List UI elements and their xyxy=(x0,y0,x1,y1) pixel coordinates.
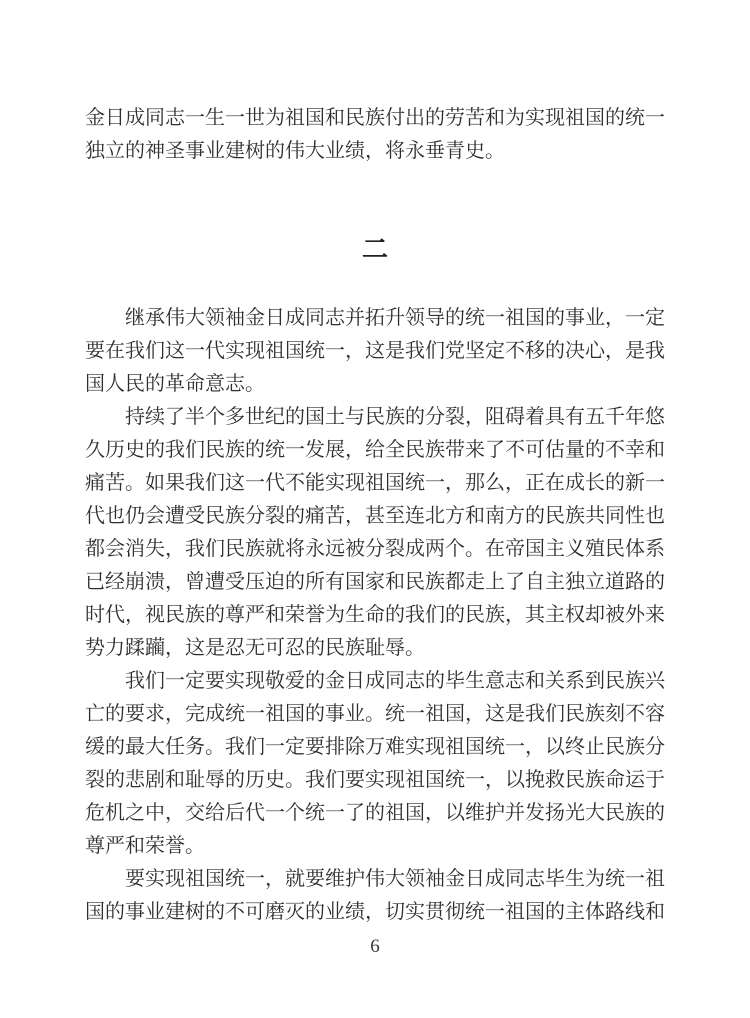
paragraph: 我们一定要实现敬爱的金日成同志的毕生意志和关系到民族兴亡的要求，完成统一祖国的事业。统一祖国，这是我们民族刻不容缓的最大任务。我们一定要排除万难实现祖国统一，以终止民族分裂的悲剧和耻辱的历史。我们要实现祖国统一，以挽救民族命运于危机之中，交给后代一个统一了的祖国，以维护并发扬光大民族的尊严和荣誉。 xyxy=(85,670,665,857)
paragraph: 要实现祖国统一，就要维护伟大领袖金日成同志毕生为统一祖国的事业建树的不可磨灭的业绩，切实贯彻统一祖国的主体路线和 xyxy=(85,868,665,923)
paragraph-continuation: 金日成同志一生一世为祖国和民族付出的劳苦和为实现祖国的统一独立的神圣事业建树的伟大业绩，将永垂青史。 xyxy=(85,107,665,162)
page-number: 6 xyxy=(370,936,380,957)
paragraph: 继承伟大领袖金日成同志并拓升领导的统一祖国的事业，一定要在我们这一代实现祖国统一，这是我们党坚定不移的决心，是我国人民的革命意志。 xyxy=(85,307,665,395)
section-heading: 二 xyxy=(361,235,388,264)
document-page xyxy=(85,0,665,959)
paragraph: 持续了半个多世纪的国土与民族的分裂，阻碍着具有五千年悠久历史的我们民族的统一发展，给全民族带来了不可估量的不幸和痛苦。如果我们这一代不能实现祖国统一，那么，正在成长的新一代也仍会遭受民族分裂的痛苦，甚至连北方和南方的民族共同性也都会消失，我们民族就将永远被分裂成两个。在帝国主义殖民体系已经崩溃，曾遭受压迫的所有国家和民族都走上了自主独立道路的时代，视民族的尊严和荣誉为生命的我们的民族，其主权却被外来势力蹂躏，这是忍无可忍的民族耻辱。 xyxy=(85,406,665,659)
